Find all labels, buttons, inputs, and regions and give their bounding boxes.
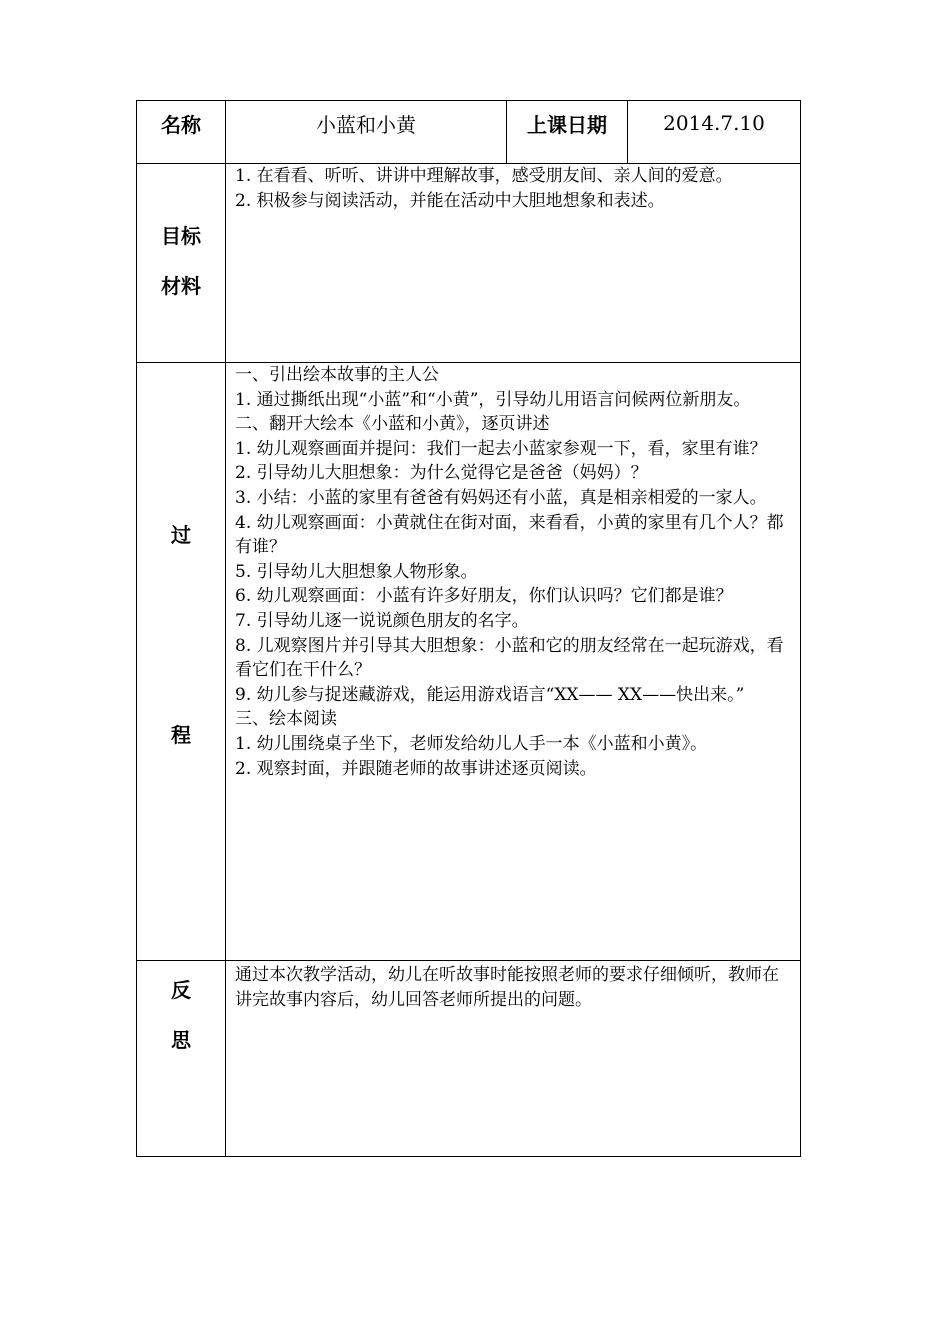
- reflection-row: [137, 961, 801, 1157]
- process-label-line2: 程: [171, 723, 191, 747]
- process-item: 9. 幼儿参与捉迷藏游戏，能运用游戏语言“XX—— XX——快出来。”: [235, 684, 745, 705]
- reflection-label-line1: 反: [171, 978, 191, 1002]
- process-item: 2. 引导幼儿大胆想象：为什么觉得它是爸爸（妈妈）？: [235, 463, 648, 484]
- process-content: [226, 363, 801, 961]
- process-item: 1. 幼儿围绕桌子坐下，老师发给幼儿人手一本《小蓝和小黄》。: [235, 733, 708, 754]
- reflection-label-line2: 思: [171, 1028, 191, 1052]
- reflection-content: [226, 961, 801, 1157]
- process-item: 二、翻开大绘本《小蓝和小黄》，逐页讲述: [235, 414, 550, 435]
- process-item: 5. 引导幼儿大胆想象人物形象。: [235, 561, 478, 582]
- process-item: 3. 小结：小蓝的家里有爸爸有妈妈还有小蓝，真是相亲相爱的一家人。: [235, 487, 767, 508]
- process-item: 8. 儿观察图片并引导其大胆想象：小蓝和它的朋友经常在一起玩游戏，看看它们在干什么？: [235, 635, 784, 681]
- process-item: 一、引出绘本故事的主人公: [235, 365, 439, 385]
- goals-content: [226, 164, 801, 363]
- goal-item: 2. 积极参与阅读活动，并能在活动中大胆地想象和表述。: [235, 190, 665, 211]
- date-label-cell: [507, 101, 628, 164]
- lesson-name: 小蓝和小黄: [316, 112, 416, 137]
- process-item: 三、绘本阅读: [235, 709, 337, 730]
- goals-label-line2: 材料: [161, 274, 201, 298]
- goal-item: 1. 在看看、听听、讲讲中理解故事，感受朋友间、亲人间的爱意。: [235, 166, 733, 186]
- process-label-cell: [137, 363, 226, 961]
- lesson-plan-table: [136, 100, 801, 1157]
- name-label: 名称: [161, 112, 201, 137]
- process-row: [137, 363, 801, 961]
- header-row: [137, 101, 801, 164]
- process-item: 7. 引导幼儿逐一说说颜色朋友的名字。: [235, 610, 529, 631]
- reflection-label-cell: [137, 961, 226, 1157]
- name-label-cell: [137, 101, 226, 164]
- lesson-date: 2014.7.10: [663, 111, 765, 135]
- process-item: 1. 通过撕纸出现“小蓝”和“小黄”，引导幼儿用语言问候两位新朋友。: [235, 389, 751, 410]
- reflection-text: 通过本次教学活动，幼儿在听故事时能按照老师的要求仔细倾听，教师在讲完故事内容后，幼儿回答老师所提出的问题。: [235, 965, 779, 1010]
- goals-label-cell: [137, 164, 226, 363]
- goals-row: [137, 164, 801, 363]
- date-label: 上课日期: [527, 112, 607, 137]
- name-value-cell: [226, 101, 507, 164]
- process-item: 1. 幼儿观察画面并提问：我们一起去小蓝家参观一下，看，家里有谁？: [235, 438, 767, 459]
- process-item: 4. 幼儿观察画面：小黄就住在街对面，来看看，小黄的家里有几个人？都有谁？: [235, 512, 784, 558]
- process-item: 6. 幼儿观察画面：小蓝有许多好朋友，你们认识吗？它们都是谁？: [235, 586, 733, 607]
- goals-label-line1: 目标: [161, 224, 201, 248]
- process-item: 2. 观察封面，并跟随老师的故事讲述逐页阅读。: [235, 758, 597, 779]
- process-label-line1: 过: [171, 523, 191, 547]
- date-value-cell: [628, 101, 801, 164]
